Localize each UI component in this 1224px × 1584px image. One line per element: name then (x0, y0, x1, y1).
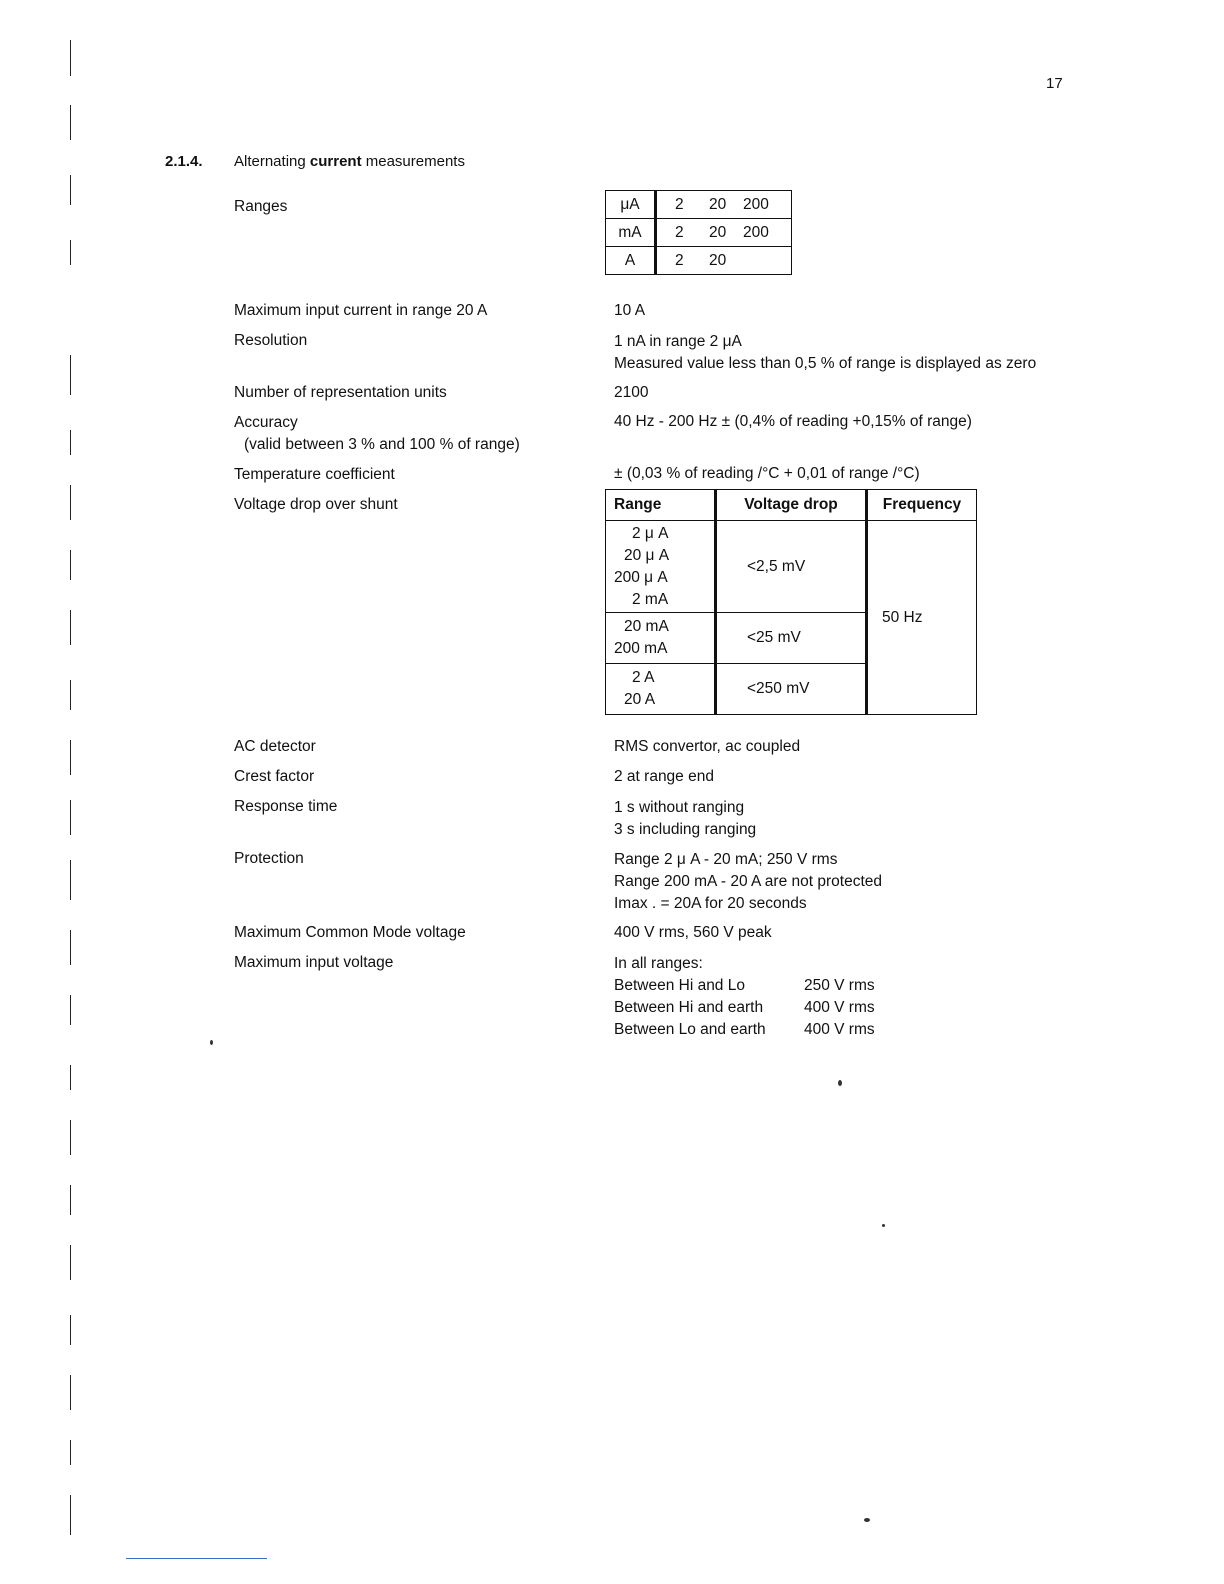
label-max-common-mode: Maximum Common Mode voltage (234, 924, 466, 941)
voltage-drop-table-header (606, 490, 977, 521)
ranges-row (606, 219, 792, 247)
range-value: 2 (675, 251, 684, 269)
value-protection: Range 2 μ A - 20 mA; 250 V rms Range 200 mA - 20 A are not protected Imax . = 20A for 20 seconds (614, 851, 882, 912)
margin-mark (70, 860, 71, 900)
voltage-limit-value: 250 V rms (804, 977, 875, 994)
value-response-time: 1 s without ranging 3 s including ranging (614, 799, 757, 838)
range-value: 20 (709, 223, 727, 241)
voltage-drop-cell: <25 mV (716, 613, 867, 664)
scan-speck (210, 1040, 213, 1045)
scan-underline (126, 1558, 267, 1559)
margin-mark (70, 610, 71, 645)
value-ac-detector: RMS convertor, ac coupled (614, 738, 801, 755)
margin-mark (70, 740, 71, 775)
label-protection: Protection (234, 850, 304, 867)
margin-mark (70, 240, 71, 265)
voltage-limit-label: Between Hi and earth (614, 999, 764, 1016)
value-max-input-voltage: In all ranges: (614, 955, 703, 972)
margin-mark (70, 175, 71, 205)
header-range: Range (606, 490, 716, 521)
ranges-unit: mA (606, 219, 656, 247)
label-temperature-coefficient: Temperature coefficient (234, 466, 395, 483)
label-resolution: Resolution (234, 332, 308, 349)
label-max-input-voltage: Maximum input voltage (234, 954, 394, 971)
margin-mark (70, 355, 71, 395)
margin-mark (70, 1495, 71, 1535)
voltage-drop-row (606, 521, 977, 613)
label-representation-units: Number of representation units (234, 384, 447, 401)
value-max-input-current: 10 A (614, 302, 646, 319)
label-ac-detector: AC detector (234, 738, 316, 755)
header-frequency: Frequency (867, 490, 977, 521)
value-resolution: 1 nA in range 2 μA Measured value less than 0,5 % of range is displayed as zero (614, 333, 1037, 372)
range-cell: 20 mA 200 mA (606, 613, 716, 664)
margin-mark (70, 800, 71, 835)
ranges-row (606, 247, 792, 275)
scan-speck (838, 1080, 842, 1086)
section-number: 2.1.4. (165, 153, 203, 170)
ranges-unit: μA (606, 191, 656, 219)
margin-mark (70, 680, 71, 710)
range-value: 20 (709, 195, 727, 213)
label-accuracy: Accuracy (234, 414, 298, 431)
margin-mark (70, 1065, 71, 1090)
label-max-input-current: Maximum input current in range 20 A (234, 302, 488, 319)
voltage-limit-label: Between Hi and Lo (614, 977, 745, 994)
range-value: 200 (743, 195, 769, 213)
margin-mark (70, 1185, 71, 1215)
voltage-limit-label: Between Lo and earth (614, 1021, 766, 1038)
voltage-drop-cell: <250 mV (716, 664, 867, 715)
range-value: 20 (709, 251, 727, 269)
section-title: Alternating current measurements (234, 153, 465, 170)
margin-mark (70, 1440, 71, 1465)
ranges-unit: A (606, 247, 656, 275)
voltage-limit-value: 400 V rms (804, 1021, 875, 1038)
value-temperature-coefficient: ± (0,03 % of reading /°C + 0,01 of range /°C) (614, 465, 920, 482)
margin-mark (70, 40, 71, 76)
margin-mark (70, 1375, 71, 1410)
header-voltage-drop: Voltage drop (716, 490, 867, 521)
ranges-table (605, 190, 792, 275)
scan-speck (882, 1224, 885, 1227)
margin-mark (70, 105, 71, 140)
ranges-row (606, 191, 792, 219)
margin-mark (70, 1245, 71, 1280)
label-voltage-drop: Voltage drop over shunt (234, 496, 398, 513)
range-value: 2 (675, 195, 684, 213)
label-crest-factor: Crest factor (234, 768, 315, 785)
margin-mark (70, 550, 71, 580)
range-value: 200 (743, 223, 769, 241)
margin-mark (70, 430, 71, 455)
margin-mark (70, 485, 71, 520)
page-number: 17 (1046, 75, 1063, 92)
range-cell: 2 A 20 A (606, 664, 716, 715)
label-ranges: Ranges (234, 198, 288, 215)
range-value: 2 (675, 223, 684, 241)
label-response-time: Response time (234, 798, 338, 815)
max-input-voltage-values (804, 975, 875, 1041)
margin-mark (70, 1315, 71, 1345)
value-representation-units: 2100 (614, 384, 649, 401)
margin-mark (70, 930, 71, 965)
voltage-limit-value: 400 V rms (804, 999, 875, 1016)
label-accuracy-note: (valid between 3 % and 100 % of range) (244, 436, 520, 453)
range-cell: 2 μ A 20 μ A 200 μ A 2 mA (606, 521, 716, 613)
voltage-drop-cell: <2,5 mV (716, 521, 867, 613)
value-max-common-mode: 400 V rms, 560 V peak (614, 924, 772, 941)
value-accuracy: 40 Hz - 200 Hz ± (0,4% of reading +0,15% of range) (614, 413, 972, 430)
max-input-voltage-labels (614, 975, 766, 1041)
margin-mark (70, 1120, 71, 1155)
voltage-drop-table (605, 489, 977, 715)
value-crest-factor: 2 at range end (614, 768, 714, 785)
frequency-cell: 50 Hz (867, 521, 977, 715)
scan-speck (864, 1518, 870, 1522)
margin-mark (70, 995, 71, 1025)
